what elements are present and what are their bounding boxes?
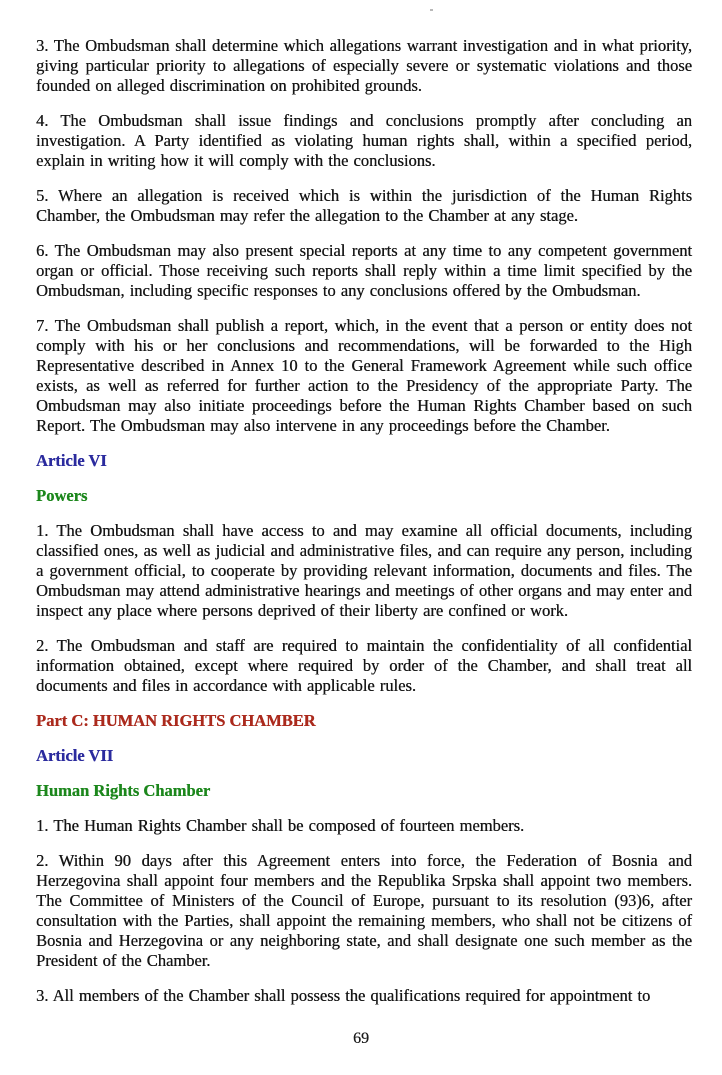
- page-number: 69: [353, 1030, 369, 1047]
- paragraph-chamber-2: 2. Within 90 days after this Agreement enters into force, the Federation of Bosnia and Herzegovina shall appoint four members and the Republika Srpska shall appoint two members. The Committee of Ministers of the Council of Europe, pursuant to its resolution (93)6, after consultation with the Parties, shall appoint the remaining members, who shall not be citizens of Bosnia and Herzegovina or any neighboring state, and shall designate one such member as the President of the Chamber.: [36, 851, 692, 970]
- paragraph-powers-1: 1. The Ombudsman shall have access to and may examine all official documents, including classified ones, as well as judicial and administrative files, and can require any person, including a government official, to cooperate by providing relevant information, documents and files. The Ombudsman may attend administrative hearings and meetings of other organs and may enter and inspect any place where persons deprived of their liberty are confined or work.: [36, 521, 692, 620]
- article-vi-heading: Article VI: [36, 451, 107, 470]
- paragraph-ombudsman-7: 7. The Ombudsman shall publish a report, which, in the event that a person or entity does not comply with his or her conclusions and recommendations, will be forwarded to the High Representative described in Annex 10 to the General Framework Agreement while such office exists, as well as referred for further action to the Presidency of the appropriate Party. The Ombudsman may also initiate proceedings before the Human Rights Chamber based on such Report. The Ombudsman may also intervene in any proceedings before the Chamber.: [36, 316, 692, 435]
- paragraph-ombudsman-3: 3. The Ombudsman shall determine which allegations warrant investigation and in what priority, giving particular priority to allegations of especially severe or systematic violations and those founded on alleged discrimination on prohibited grounds.: [36, 36, 692, 95]
- scan-artifact-speck: [430, 9, 433, 11]
- human-rights-chamber-heading: Human Rights Chamber: [36, 781, 211, 800]
- paragraph-chamber-3: 3. All members of the Chamber shall possess the qualifications required for appointment to: [36, 986, 651, 1005]
- paragraph-ombudsman-4: 4. The Ombudsman shall issue findings and conclusions promptly after concluding an investigation. A Party identified as violating human rights shall, within a specified period, explain in writing how it will comply with the conclusions.: [36, 111, 692, 170]
- powers-heading: Powers: [36, 486, 88, 505]
- article-vii-heading: Article VII: [36, 746, 114, 765]
- document-text-block: [36, 36, 692, 1021]
- paragraph-ombudsman-6: 6. The Ombudsman may also present special reports at any time to any competent government organ or official. Those receiving such reports shall reply within a time limit specified by the Ombudsman, including specific responses to any conclusions offered by the Ombudsman.: [36, 241, 692, 300]
- paragraph-powers-2: 2. The Ombudsman and staff are required to maintain the confidentiality of all confidential information obtained, except where required by order of the Chamber, and shall treat all documents and files in accordance with applicable rules.: [36, 636, 692, 695]
- paragraph-ombudsman-5: 5. Where an allegation is received which is within the jurisdiction of the Human Rights Chamber, the Ombudsman may refer the allegation to the Chamber at any stage.: [36, 186, 692, 225]
- paragraph-chamber-1: 1. The Human Rights Chamber shall be composed of fourteen members.: [36, 816, 525, 835]
- part-c-heading: Part C: HUMAN RIGHTS CHAMBER: [36, 711, 316, 730]
